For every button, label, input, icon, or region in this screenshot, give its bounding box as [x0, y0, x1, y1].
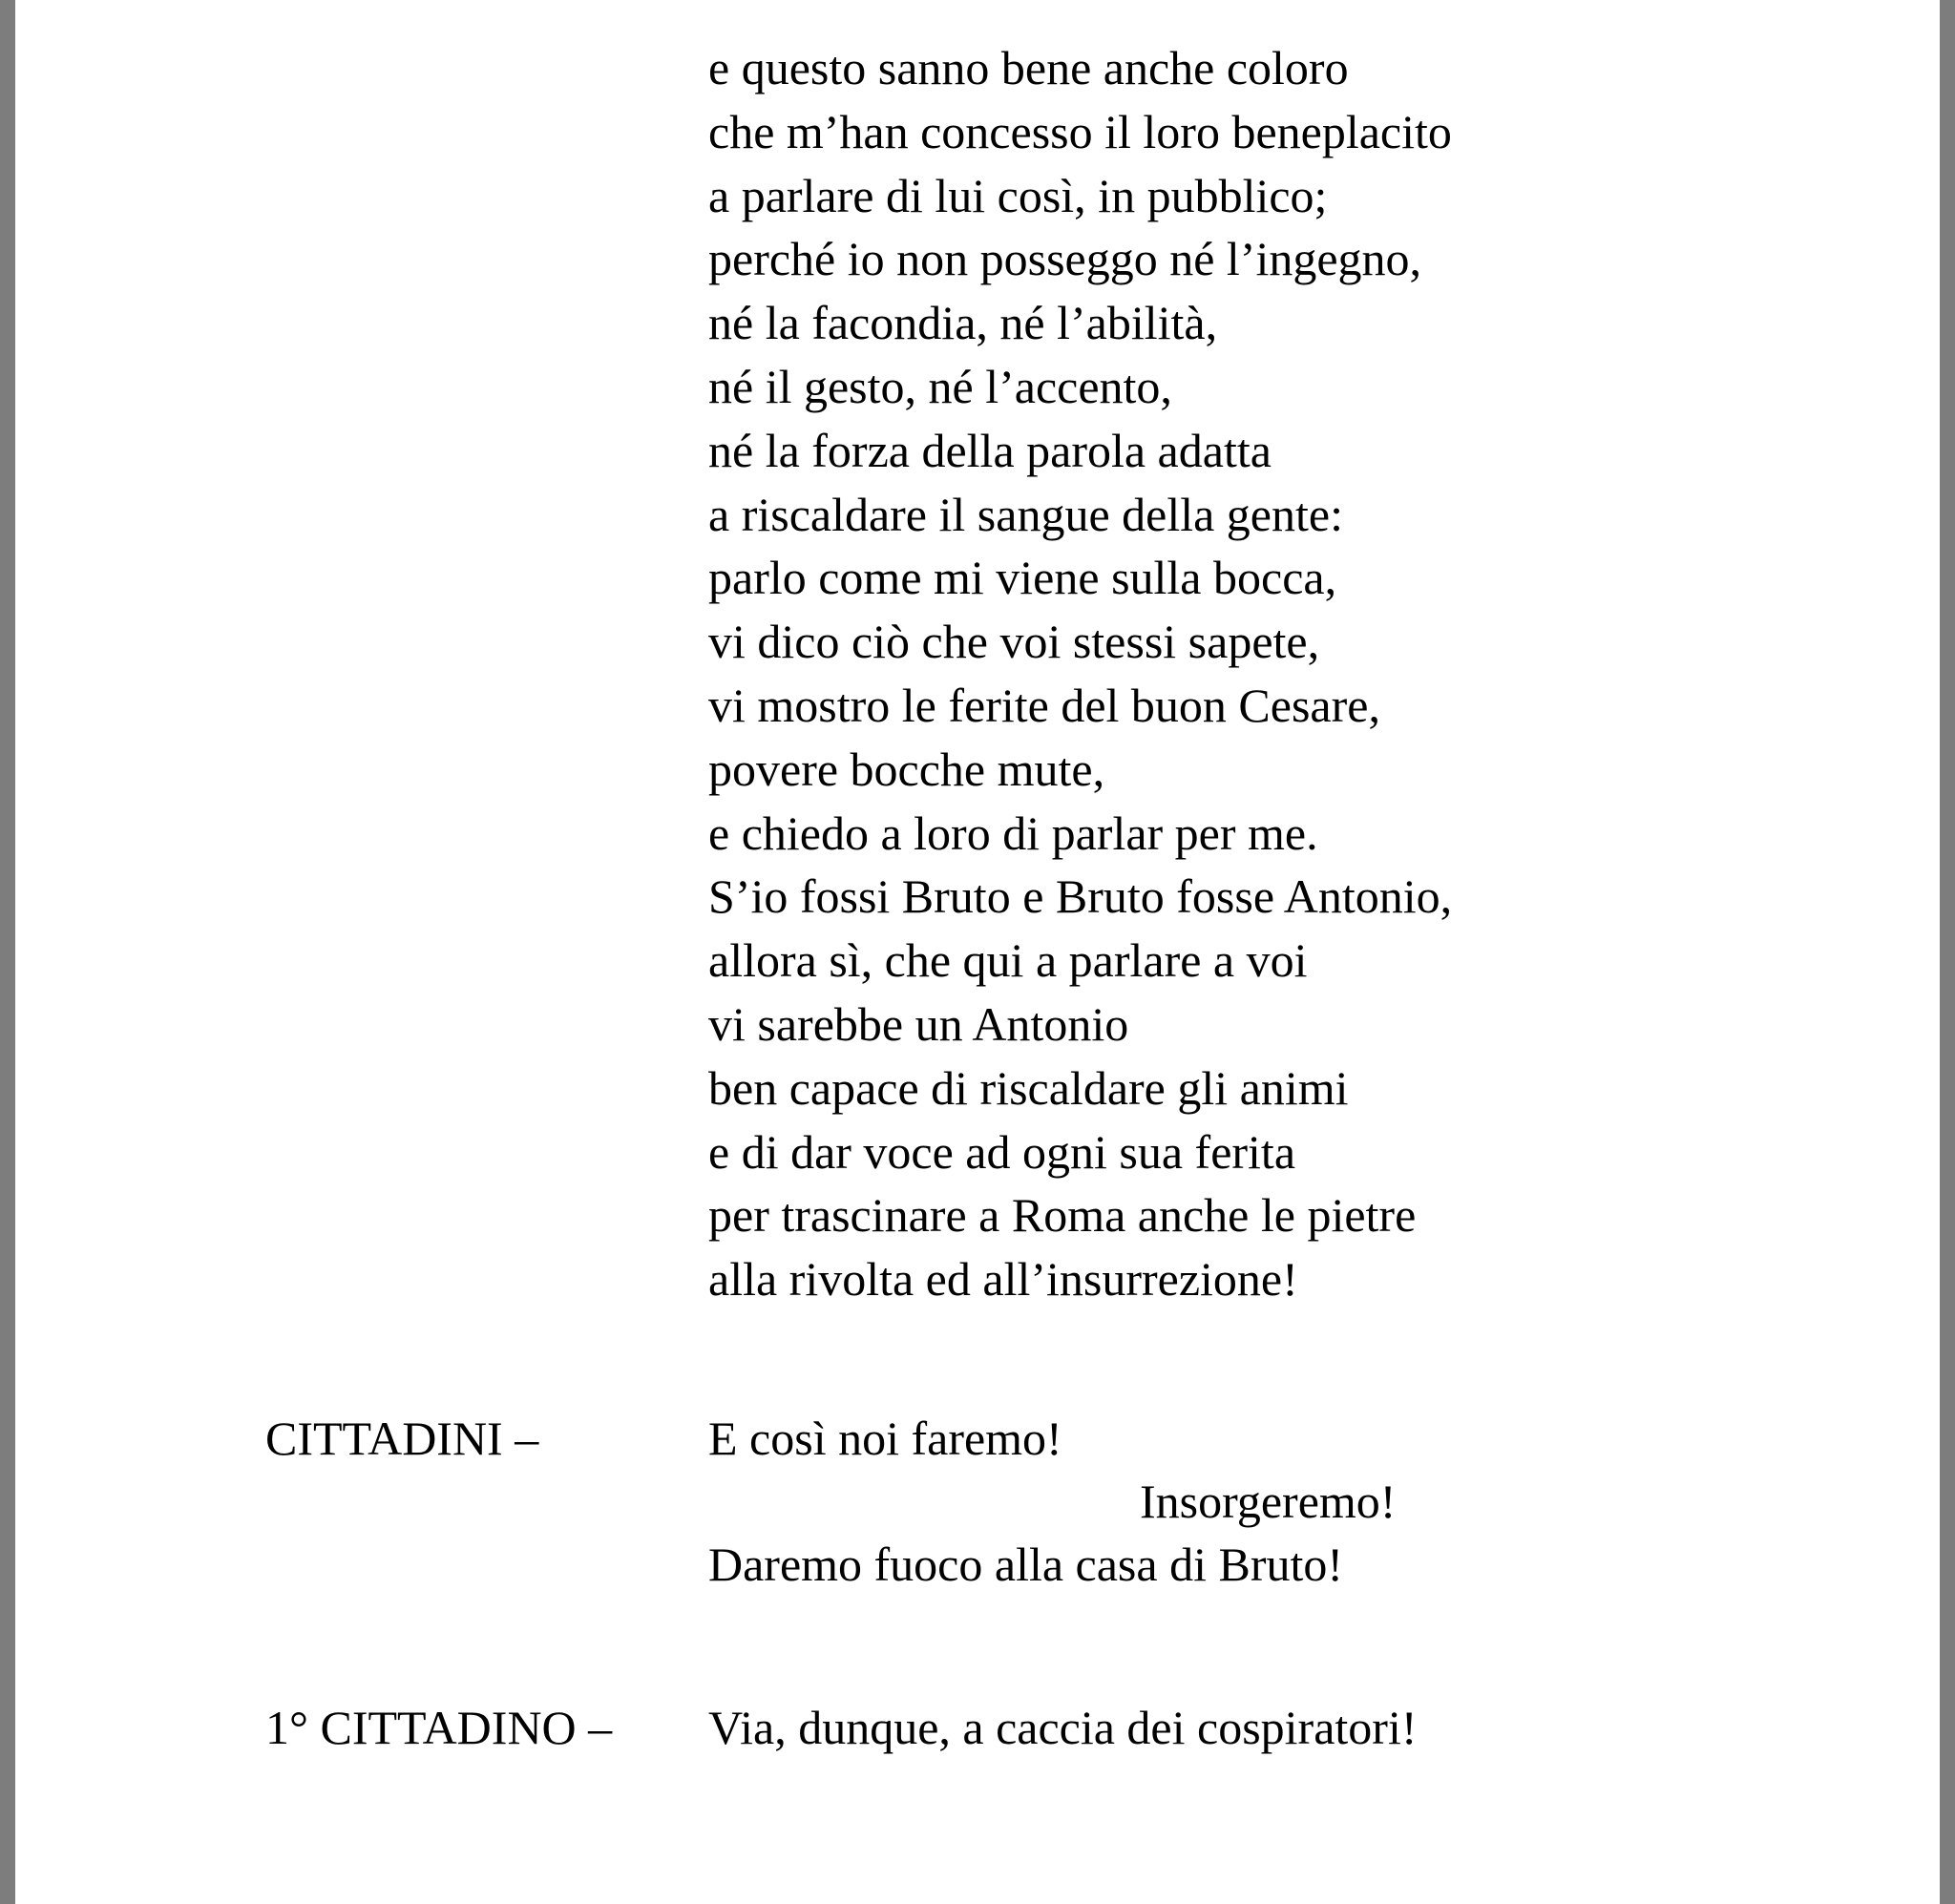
speech-line: povere bocche mute,: [708, 742, 1105, 796]
speech-line: e questo sanno bene anche coloro: [708, 41, 1349, 94]
speech-line: perché io non posseggo né l’ingegno,: [708, 232, 1422, 286]
speech-line: allora sì, che qui a parlare a voi: [708, 933, 1308, 988]
speech-line: vi dico ciò che voi stessi sapete,: [708, 615, 1320, 669]
cittadini-line-3: Daremo fuoco alla casa di Bruto!: [708, 1538, 1344, 1591]
cittadini-line-1: E così noi faremo!: [708, 1412, 1062, 1465]
speech-line: che m’han concesso il loro beneplacito: [708, 104, 1452, 158]
speech-line: e chiedo a loro di parlar per me.: [708, 806, 1318, 860]
speech-line: ben capace di riscaldare gli animi: [708, 1060, 1349, 1115]
speech-line: vi sarebbe un Antonio: [708, 997, 1129, 1051]
speech-line: parlo come mi viene sulla bocca,: [708, 551, 1337, 605]
speech-line: S’io fossi Bruto e Bruto fosse Antonio,: [708, 869, 1453, 924]
speaker-cittadini: CITTADINI –: [265, 1412, 539, 1465]
speech-line: né la facondia, né l’abilità,: [708, 296, 1218, 350]
speech-line: alla rivolta ed all’insurrezione!: [708, 1252, 1298, 1307]
speech-line: a riscaldare il sangue della gente:: [708, 487, 1343, 541]
primo-cittadino-line-1: Via, dunque, a caccia dei cospiratori!: [708, 1701, 1418, 1754]
speech-line: né la forza della parola adatta: [708, 423, 1272, 477]
speech-line: né il gesto, né l’accento,: [708, 360, 1172, 413]
speech-line: e di dar voce ad ogni sua ferita: [708, 1124, 1296, 1179]
speech-line: a parlare di lui così, in pubblico;: [708, 168, 1328, 222]
document-page: [15, 0, 1940, 1904]
speech-line: per trascinare a Roma anche le pietre: [708, 1188, 1417, 1243]
cittadini-line-2: Insorgeremo!: [1140, 1475, 1397, 1528]
speaker-primo-cittadino: 1° CITTADINO –: [265, 1701, 613, 1754]
speech-line: vi mostro le ferite del buon Cesare,: [708, 679, 1380, 732]
